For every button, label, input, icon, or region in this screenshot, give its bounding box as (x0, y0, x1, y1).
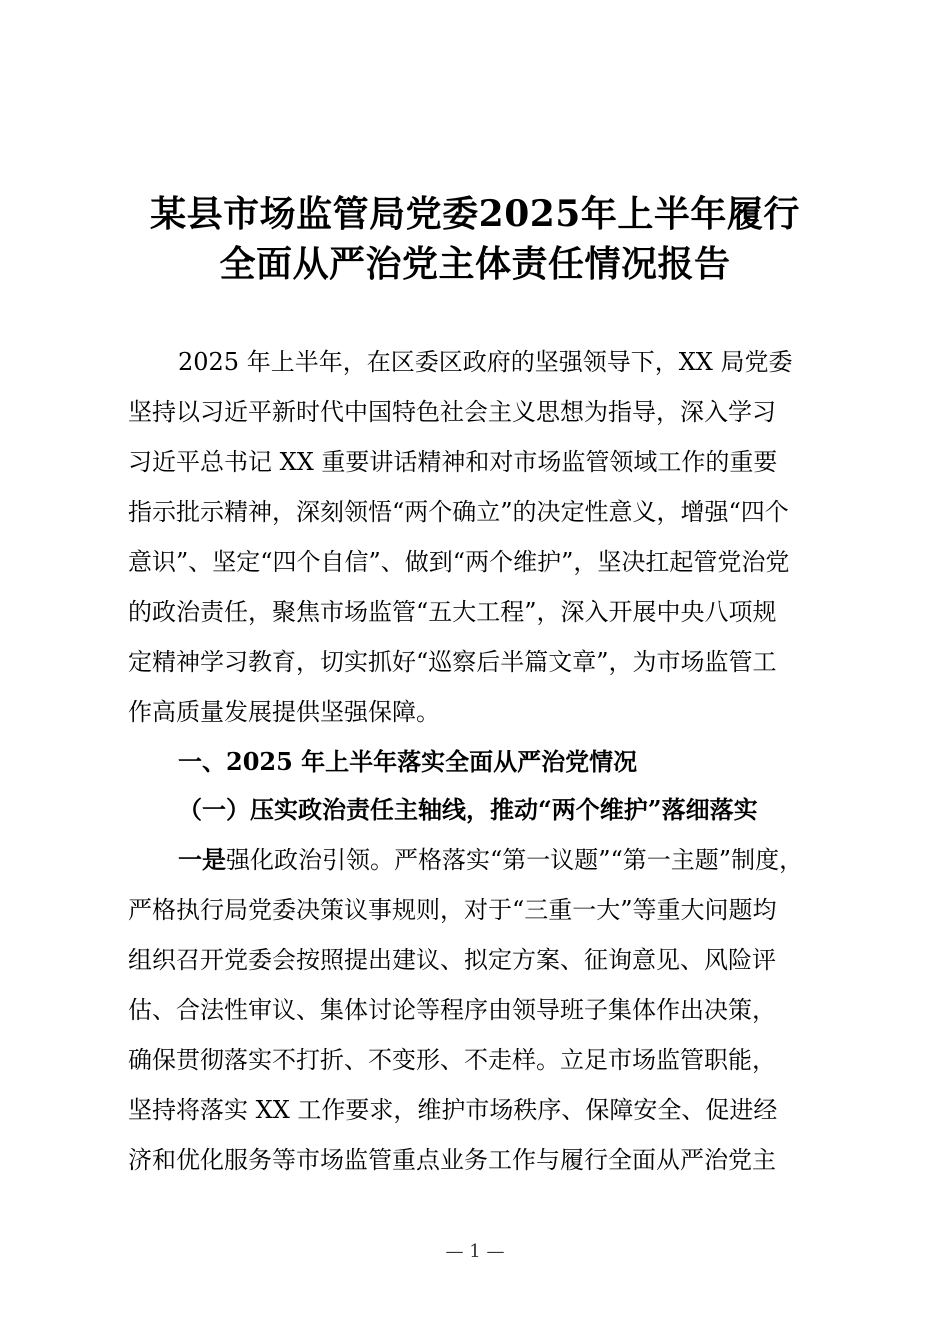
subsection-heading: （一）压实政治责任主轴线，推动“两个维护”落细落实 (178, 795, 758, 824)
intro-line: 作高质量发展提供坚强保障。 (128, 698, 440, 726)
point-paragraph-first-line (178, 835, 858, 885)
intro-line: 意识”、坚定“四个自信”、做到“两个维护”，坚决扛起管党治党 (128, 548, 790, 576)
intro-line: 定精神学习教育，切实抓好“巡察后半篇文章”，为市场监管工 (128, 648, 777, 676)
point-line: 坚持将落实 XX 工作要求，维护市场秩序、保障安全、促进经 (128, 1096, 778, 1124)
intro-line: 坚持以习近平新时代中国特色社会主义思想为指导，深入学习 (128, 398, 776, 426)
intro-line: 习近平总书记 XX 重要讲话精神和对市场监管领域工作的重要 (128, 448, 778, 476)
intro-line: 2025 年上半年，在区委区政府的坚强领导下，XX 局党委 (178, 348, 793, 376)
point-line: 严格执行局党委决策议事规则，对于“三重一大”等重大问题均 (128, 896, 777, 924)
point-line: 确保贯彻落实不打折、不变形、不走样。立足市场监管职能， (128, 1046, 776, 1074)
document-title-line-1: 某县市场监管局党委2025年上半年履行 (150, 193, 800, 235)
document-title-line-2: 全面从严治党主体责任情况报告 (219, 243, 731, 285)
intro-line: 的政治责任，聚焦市场监管“五大工程”，深入开展中央八项规 (128, 598, 777, 626)
point-line: 估、合法性审议、集体讨论等程序由领导班子集体作出决策， (128, 996, 776, 1024)
point-line: 组织召开党委会按照提出建议、拟定方案、征询意见、风险评 (128, 946, 776, 974)
point-line: 济和优化服务等市场监管重点业务工作与履行全面从严治党主 (128, 1146, 776, 1174)
section-heading: 一、2025 年上半年落实全面从严治党情况 (178, 747, 638, 776)
intro-line: 指示批示精神，深刻领悟“两个确立”的决定性意义，增强“四个 (128, 498, 789, 526)
page-number: — 1 — (445, 1241, 505, 1262)
point-text: 强化政治引领。严格落实“第一议题”“第一主题”制度， (226, 846, 804, 874)
point-lead: 一是 (178, 845, 226, 874)
